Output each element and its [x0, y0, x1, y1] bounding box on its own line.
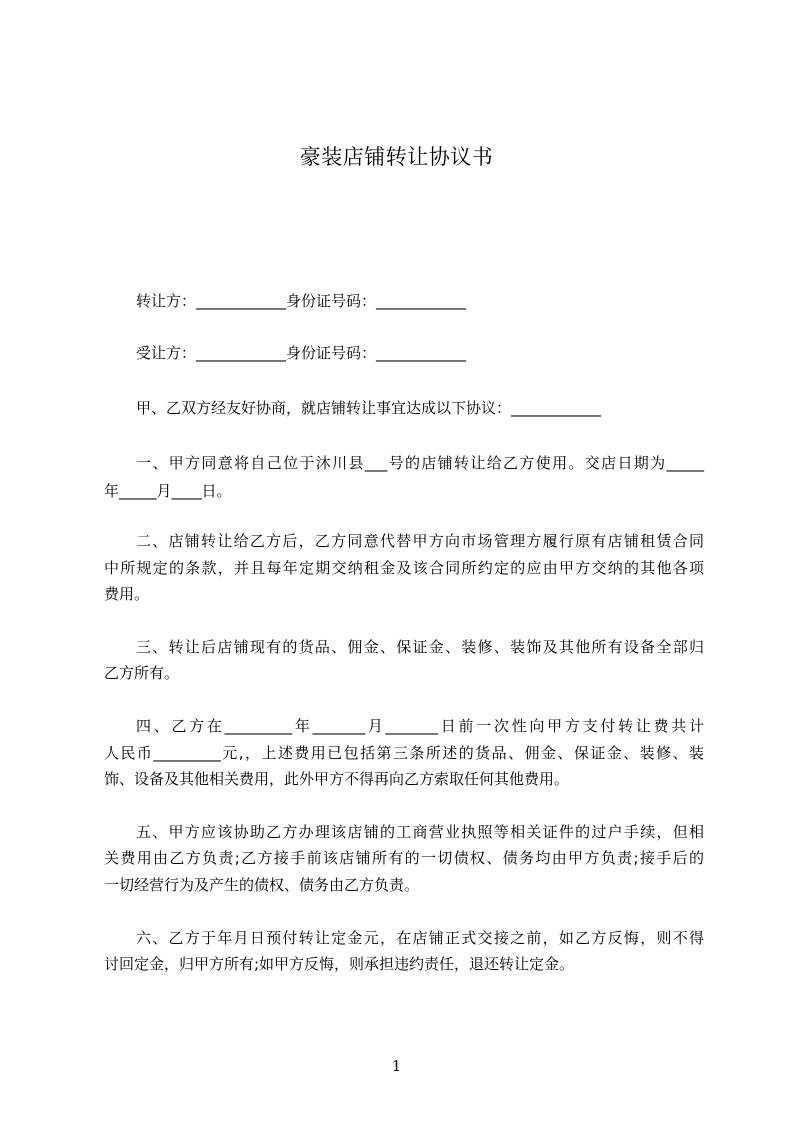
clause-line: 六、乙方于年月日预付转让定金元，在店铺正式交接之前，如乙方反悔，则不得 [136, 929, 704, 947]
transferee-line: 受让方：____________身份证号码：____________ [136, 344, 467, 362]
clause-line: 一切经营行为及产生的债权、债务由乙方负责。 [104, 876, 420, 894]
clause-line: 一、甲方同意将自己位于沐川县___号的店铺转让给乙方使用。交店日期为_____ [136, 454, 704, 472]
document-title: 豪装店铺转让协议书 [299, 145, 494, 169]
clause-line: 费用。 [104, 585, 150, 603]
clause-line: 人民币_________元,，上述费用已包括第三条所述的货品、佣金、保证金、装修、装 [104, 744, 704, 762]
clause-line: 五、甲方应该协助乙方办理该店铺的工商营业执照等相关证件的过户手续，但相 [136, 823, 704, 841]
clause-line: 关费用由乙方负责;乙方接手前该店铺所有的一切债权、债务均由甲方负责;接手后的 [104, 849, 704, 867]
clause-line: 四、乙方在_________年_______月_______日前一次性向甲方支付转让费共计 [136, 717, 704, 735]
clause-line: 讨回定金，归甲方所有;如甲方反悔，则承担违约责任，退还转让定金。 [104, 955, 575, 973]
clause-line: 饰、设备及其他相关费用，此外甲方不得再向乙方索取任何其他费用。 [104, 770, 570, 788]
clause-line: 年_____月____日。 [104, 482, 232, 500]
clause-line: 二、店铺转让给乙方后，乙方同意代替甲方向市场管理方履行原有店铺租赁合同 [136, 532, 704, 550]
preamble-line: 甲、乙双方经友好协商，就店铺转让事宜达成以下协议：____________ [136, 399, 602, 417]
page-number: 1 [391, 1057, 402, 1075]
clause-line: 乙方所有。 [104, 664, 180, 682]
clause-line: 中所规定的条款，并且每年定期交纳租金及该合同所约定的应由甲方交纳的其他各项 [104, 559, 704, 577]
transferor-line: 转让方：____________身份证号码：____________ [136, 292, 467, 310]
clause-line: 三、转让后店铺现有的货品、佣金、保证金、装修、装饰及其他所有设备全部归 [136, 638, 704, 656]
